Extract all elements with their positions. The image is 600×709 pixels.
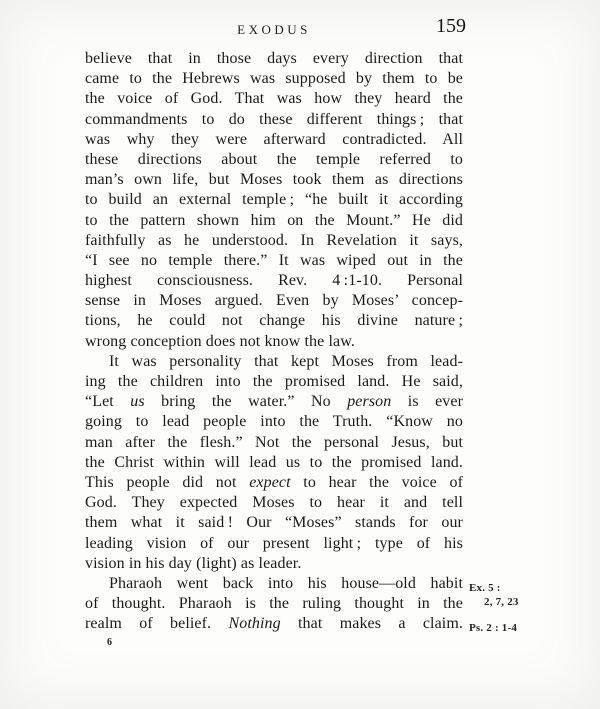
text-line: going to lead people into the Truth. “Know no (85, 413, 463, 431)
scripture-reference-line: 2, 7, 23 (484, 596, 519, 608)
scripture-reference (469, 581, 519, 609)
text-line: faithfully as he understood. In Revelation it says, (85, 231, 463, 249)
text-line: believe that in those days every direction that (85, 50, 463, 67)
text-line: It was personality that kept Moses from lead- (109, 352, 463, 370)
text-line: these directions about the temple referred to (85, 150, 463, 168)
page-number: 159 (436, 15, 466, 37)
text-line: came to the Hebrews was supposed by them to be (85, 70, 463, 88)
text-line: was why they were afterward contradicted. All (85, 130, 463, 148)
text-line: to build an external temple ; “he built it according (85, 191, 463, 209)
text-line: of thought. Pharaoh is the ruling thought in the (85, 595, 463, 613)
text-line: the Christ within will lead us to the promised land. (85, 453, 463, 471)
body-text (85, 49, 463, 634)
text-line: “Let us bring the water.” No person is ever (85, 393, 464, 411)
text-line: tions, he could not change his divine nature ; (85, 312, 463, 330)
paragraph (85, 352, 463, 574)
text-line: leading vision of our present light ; type of his (85, 534, 463, 552)
text-line: commandments to do these different things ; that (85, 110, 463, 128)
text-line: This people did not expect to hear the voice of (85, 473, 463, 491)
text-line: to the pattern shown him on the Mount.” He did (85, 211, 463, 229)
text-line: the voice of God. That was how they heard the (85, 90, 463, 108)
scripture-reference-line: Ps. 2 : 1-4 (469, 622, 518, 634)
text-line: “I see no temple there.” It was wiped out in the (85, 251, 463, 269)
running-head-title: EXODUS (237, 22, 311, 37)
paragraph (85, 49, 463, 352)
margin-notes (469, 0, 564, 709)
text-line: ing the children into the promised land. He said, (85, 373, 463, 390)
text-line: man’s own life, but Moses took them as directions (85, 171, 463, 189)
text-line: Pharaoh went back into his house—old habit (109, 574, 463, 592)
text-line: them what it said ! Our “Moses” stands for our (85, 514, 463, 532)
text-line: wrong conception does not know the law. (85, 332, 355, 350)
text-line: God. They expected Moses to hear it and tell (85, 494, 463, 512)
scripture-reference-line: Ex. 5 : (469, 582, 501, 594)
scripture-reference (469, 621, 517, 635)
text-line: vision in his day (light) as leader. (85, 554, 302, 572)
paragraph (85, 574, 463, 635)
text-line: man after the flesh.” Not the personal Jesus, but (85, 433, 463, 451)
text-line: sense in Moses argued. Even by Moses’ concep- (85, 292, 463, 310)
signature-mark: 6 (107, 637, 112, 648)
text-line: highest consciousness. Rev. 4 :1-10. Personal (85, 272, 463, 290)
text-line: realm of belief. Nothing that makes a claim. (85, 615, 463, 633)
